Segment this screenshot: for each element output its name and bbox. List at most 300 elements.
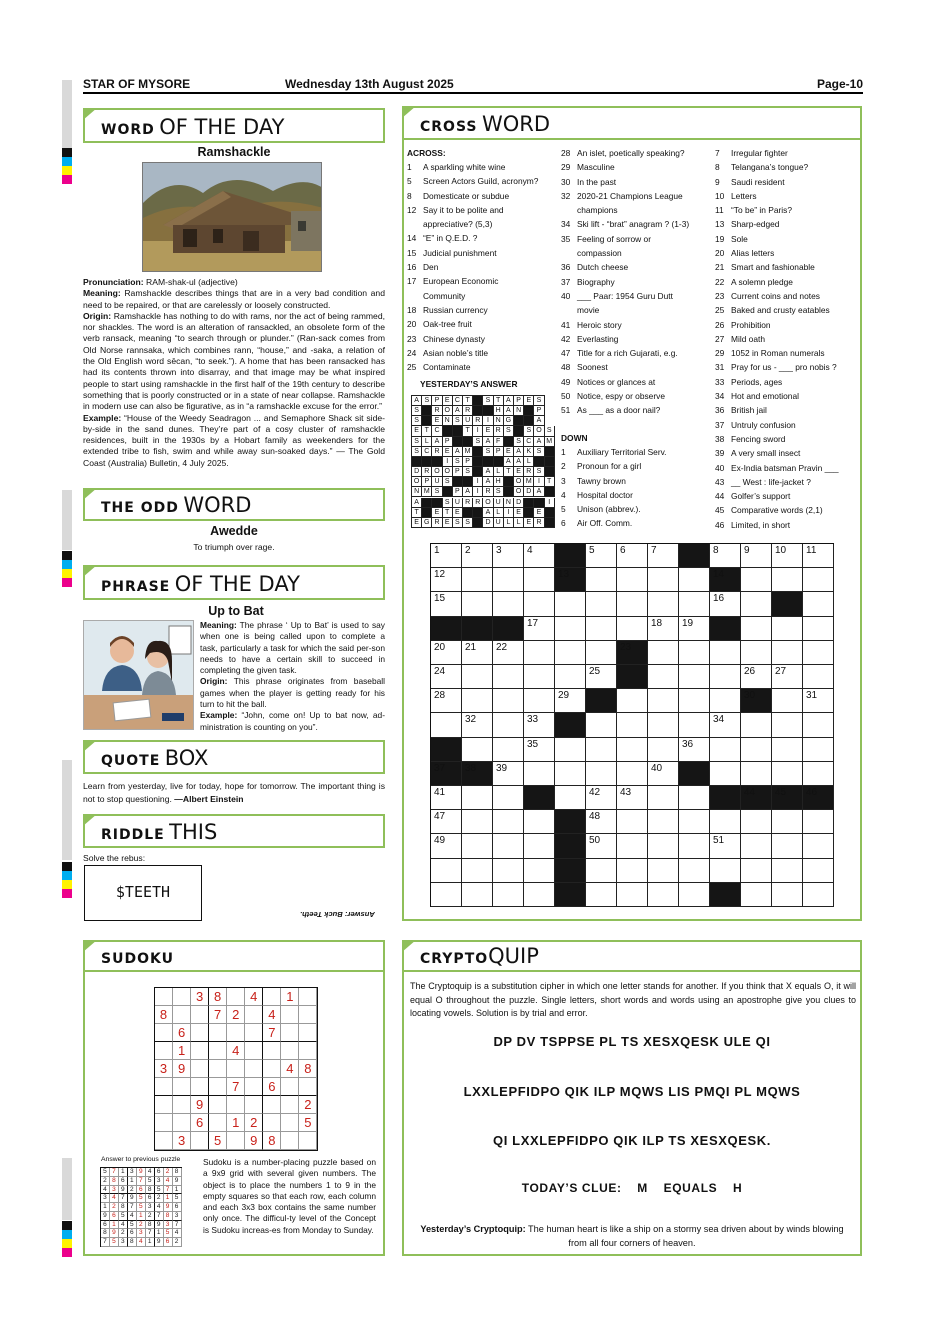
crossword-cell[interactable] bbox=[648, 665, 679, 689]
clue-number: 29 bbox=[715, 348, 725, 359]
sudoku-cell[interactable] bbox=[209, 1024, 227, 1042]
crossword-cell[interactable] bbox=[617, 883, 648, 907]
crossword-cell[interactable] bbox=[524, 689, 555, 713]
answer-letter-cell: A bbox=[483, 508, 493, 518]
crossword-cell[interactable] bbox=[524, 834, 555, 858]
crossword-cell[interactable] bbox=[431, 834, 462, 858]
crossword-cell[interactable] bbox=[524, 568, 555, 592]
sudoku-cell[interactable]: 2 bbox=[245, 1114, 263, 1132]
clue-text: Alias letters bbox=[731, 248, 775, 259]
crossword-cell[interactable] bbox=[617, 592, 648, 616]
crossword-cell[interactable] bbox=[679, 786, 710, 810]
sudoku-cell[interactable] bbox=[209, 1078, 227, 1096]
answer-letter-cell: I bbox=[483, 416, 493, 426]
meaning-text: The phrase ‘ Up to Bat’ is used to say when one is being called upon to complete a task, particularly a task for which the said per-son needs to have a certain skill to succeed in completing the given task. bbox=[200, 620, 385, 676]
crossword-cell[interactable] bbox=[679, 689, 710, 713]
crossword-cell[interactable] bbox=[586, 617, 617, 641]
sudoku-cell[interactable] bbox=[191, 1024, 209, 1042]
crossword-cell[interactable] bbox=[741, 617, 772, 641]
crossword-cell[interactable] bbox=[803, 665, 834, 689]
crossword-cell[interactable] bbox=[493, 786, 524, 810]
crossword-cell[interactable] bbox=[772, 641, 803, 665]
crossword-cell[interactable] bbox=[586, 738, 617, 762]
sudoku-cell[interactable] bbox=[245, 1006, 263, 1024]
sudoku-cell[interactable]: 1 bbox=[227, 1114, 245, 1132]
crossword-cell[interactable] bbox=[524, 641, 555, 665]
crossword-cell[interactable] bbox=[524, 883, 555, 907]
crossword-cell[interactable] bbox=[462, 738, 493, 762]
clue-text: Saudi resident bbox=[731, 176, 785, 187]
sudoku-cell[interactable] bbox=[191, 1042, 209, 1060]
crossword-cell[interactable] bbox=[710, 544, 741, 568]
sudoku-cell[interactable] bbox=[281, 1078, 299, 1096]
sudoku-cell[interactable] bbox=[299, 1006, 317, 1024]
crossword-cell[interactable] bbox=[493, 859, 524, 883]
crossword-cell[interactable] bbox=[462, 713, 493, 737]
crossword-cell[interactable] bbox=[462, 592, 493, 616]
crossword-cell[interactable] bbox=[803, 568, 834, 592]
riddle-instruction: Solve the rebus: bbox=[83, 853, 146, 863]
sudoku-cell[interactable] bbox=[173, 1096, 191, 1114]
clue-row bbox=[407, 346, 538, 360]
sudoku-cell[interactable] bbox=[299, 1078, 317, 1096]
sudoku-cell[interactable] bbox=[209, 1096, 227, 1114]
answer-letter-cell: U bbox=[494, 518, 504, 528]
crossword-cell[interactable] bbox=[462, 810, 493, 834]
crossword-cell[interactable] bbox=[803, 592, 834, 616]
crossword-cell[interactable] bbox=[462, 568, 493, 592]
crossword-black-cell bbox=[679, 762, 710, 786]
cell-number: 8 bbox=[713, 545, 719, 556]
sudoku-cell[interactable] bbox=[155, 1114, 173, 1132]
sudoku-cell[interactable]: 9 bbox=[245, 1132, 263, 1150]
crossword-cell[interactable] bbox=[648, 617, 679, 641]
crossword-cell[interactable] bbox=[493, 665, 524, 689]
sudoku-cell[interactable]: 4 bbox=[281, 1060, 299, 1078]
crossword-cell[interactable] bbox=[431, 859, 462, 883]
sudoku-cell[interactable] bbox=[299, 988, 317, 1006]
sudoku-cell[interactable] bbox=[227, 988, 245, 1006]
sudoku-cell[interactable]: 6 bbox=[173, 1024, 191, 1042]
sudoku-cell[interactable]: 1 bbox=[173, 1042, 191, 1060]
crossword-cell[interactable] bbox=[710, 689, 741, 713]
crossword-cell[interactable] bbox=[586, 568, 617, 592]
crossword-cell[interactable] bbox=[679, 883, 710, 907]
sudoku-cell[interactable] bbox=[209, 1114, 227, 1132]
sudoku-cell[interactable] bbox=[245, 1042, 263, 1060]
sudoku-cell[interactable]: 8 bbox=[299, 1060, 317, 1078]
crossword-cell[interactable] bbox=[803, 859, 834, 883]
crossword-cell[interactable] bbox=[524, 617, 555, 641]
answer-letter-cell: U bbox=[463, 416, 473, 426]
sudoku-cell[interactable]: 2 bbox=[299, 1096, 317, 1114]
sudoku-cell[interactable] bbox=[155, 1096, 173, 1114]
crossword-cell[interactable] bbox=[555, 641, 586, 665]
crossword-cell[interactable] bbox=[679, 617, 710, 641]
crossword-cell[interactable] bbox=[772, 617, 803, 641]
crossword-cell[interactable] bbox=[617, 617, 648, 641]
crossword-cell[interactable] bbox=[617, 713, 648, 737]
crossword-cell[interactable] bbox=[648, 713, 679, 737]
answer-letter-cell: I bbox=[473, 487, 483, 497]
sudoku-cell[interactable]: 5 bbox=[209, 1132, 227, 1150]
sudoku-cell[interactable] bbox=[299, 1024, 317, 1042]
sudoku-cell[interactable]: 8 bbox=[209, 988, 227, 1006]
sudoku-cell[interactable]: 9 bbox=[173, 1060, 191, 1078]
crossword-cell[interactable] bbox=[431, 883, 462, 907]
crossword-cell[interactable] bbox=[679, 665, 710, 689]
crossword-cell[interactable] bbox=[493, 834, 524, 858]
sudoku-cell[interactable]: 7 bbox=[209, 1006, 227, 1024]
sudoku-cell[interactable] bbox=[245, 1096, 263, 1114]
clue-number: 40 bbox=[715, 462, 725, 473]
crossword-cell[interactable] bbox=[679, 738, 710, 762]
crossword-cell[interactable] bbox=[803, 810, 834, 834]
crossword-black-cell bbox=[772, 592, 803, 616]
clue-text: “E” in Q.E.D. ? bbox=[423, 233, 478, 244]
crossword-cell[interactable] bbox=[679, 859, 710, 883]
crossword-cell[interactable] bbox=[803, 641, 834, 665]
phrase-text bbox=[200, 620, 385, 733]
crossword-cell[interactable] bbox=[555, 592, 586, 616]
crossword-cell[interactable] bbox=[617, 834, 648, 858]
crossword-cell[interactable] bbox=[586, 762, 617, 786]
crossword-cell[interactable] bbox=[803, 617, 834, 641]
answer-letter-cell: P bbox=[443, 437, 453, 447]
crossword-cell[interactable] bbox=[586, 665, 617, 689]
crossword-cell[interactable] bbox=[431, 665, 462, 689]
clue-number: 31 bbox=[715, 362, 725, 373]
crossword-cell[interactable] bbox=[617, 762, 648, 786]
sudoku-cell[interactable]: 5 bbox=[299, 1114, 317, 1132]
crossword-cell[interactable] bbox=[710, 859, 741, 883]
crossword-cell[interactable] bbox=[741, 810, 772, 834]
answer-black-cell bbox=[453, 477, 463, 487]
crossword-cell[interactable] bbox=[617, 738, 648, 762]
crossword-cell[interactable] bbox=[524, 810, 555, 834]
crossword-cell[interactable] bbox=[803, 544, 834, 568]
crossword-cell[interactable] bbox=[462, 641, 493, 665]
crossword-cell[interactable] bbox=[586, 834, 617, 858]
answer-letter-cell: S bbox=[453, 457, 463, 467]
sudoku-cell[interactable] bbox=[155, 1132, 173, 1150]
crossword-cell[interactable] bbox=[803, 689, 834, 713]
crossword-cell[interactable] bbox=[586, 544, 617, 568]
crossword-cell[interactable] bbox=[648, 544, 679, 568]
crossword-cell[interactable] bbox=[586, 592, 617, 616]
crossword-cell[interactable] bbox=[741, 859, 772, 883]
answer-letter-cell: S bbox=[545, 426, 555, 436]
clue-text: Mild oath bbox=[731, 333, 765, 344]
origin-label: Origin: bbox=[83, 310, 112, 321]
crossword-cell[interactable] bbox=[710, 762, 741, 786]
crossword-cell[interactable] bbox=[772, 568, 803, 592]
clue-row bbox=[407, 317, 538, 331]
crossword-cell[interactable] bbox=[462, 544, 493, 568]
sudoku-cell[interactable] bbox=[263, 988, 281, 1006]
crossword-cell[interactable] bbox=[431, 568, 462, 592]
crossword-cell[interactable] bbox=[493, 738, 524, 762]
crossword-cell[interactable] bbox=[462, 665, 493, 689]
crossword-cell[interactable] bbox=[555, 617, 586, 641]
crossword-cell[interactable] bbox=[772, 713, 803, 737]
crossword-cell[interactable] bbox=[741, 568, 772, 592]
sudoku-cell[interactable]: 9 bbox=[191, 1096, 209, 1114]
crossword-cell[interactable] bbox=[741, 762, 772, 786]
crossword-cell[interactable] bbox=[679, 641, 710, 665]
green-flag-corner bbox=[402, 106, 416, 118]
previous-answer-cell: 4 bbox=[146, 1168, 155, 1177]
crossword-cell[interactable] bbox=[710, 713, 741, 737]
crossword-cell[interactable] bbox=[741, 544, 772, 568]
crossword-cell[interactable] bbox=[803, 738, 834, 762]
crossword-cell[interactable] bbox=[617, 544, 648, 568]
sudoku-cell[interactable] bbox=[299, 1132, 317, 1150]
crossword-cell[interactable] bbox=[524, 738, 555, 762]
crossword-cell[interactable] bbox=[586, 641, 617, 665]
crossword-cell[interactable] bbox=[431, 544, 462, 568]
previous-answer-cell: 7 bbox=[128, 1203, 137, 1212]
crossword-cell[interactable] bbox=[772, 883, 803, 907]
answer-letter-cell: R bbox=[432, 406, 442, 416]
crossword-cell[interactable] bbox=[617, 689, 648, 713]
sudoku-cell[interactable] bbox=[227, 1060, 245, 1078]
crossword-cell[interactable] bbox=[493, 689, 524, 713]
crossword-cell[interactable] bbox=[741, 834, 772, 858]
sudoku-cell[interactable]: 6 bbox=[191, 1114, 209, 1132]
crossword-cell[interactable] bbox=[493, 568, 524, 592]
crossword-cell[interactable] bbox=[710, 641, 741, 665]
crossword-cell[interactable] bbox=[431, 713, 462, 737]
crossword-cell[interactable] bbox=[741, 883, 772, 907]
crossword-cell[interactable] bbox=[772, 689, 803, 713]
crossword-cell[interactable] bbox=[586, 810, 617, 834]
previous-answer-cell: 3 bbox=[119, 1238, 128, 1247]
crossword-cell[interactable] bbox=[772, 834, 803, 858]
previous-answer-cell: 6 bbox=[137, 1186, 146, 1195]
crossword-cell[interactable] bbox=[679, 592, 710, 616]
sudoku-cell[interactable]: 8 bbox=[263, 1132, 281, 1150]
previous-answer-cell: 3 bbox=[164, 1221, 173, 1230]
crossword-cell[interactable] bbox=[710, 810, 741, 834]
crossword-cell[interactable] bbox=[772, 810, 803, 834]
sudoku-cell[interactable] bbox=[263, 1114, 281, 1132]
crossword-cell[interactable] bbox=[493, 762, 524, 786]
crossword-cell[interactable] bbox=[462, 883, 493, 907]
crossword-cell[interactable] bbox=[617, 786, 648, 810]
sudoku-cell[interactable]: 6 bbox=[263, 1078, 281, 1096]
sudoku-cell[interactable] bbox=[173, 1078, 191, 1096]
crossword-cell[interactable] bbox=[772, 762, 803, 786]
crossword-cell[interactable] bbox=[803, 762, 834, 786]
crossword-cell[interactable] bbox=[555, 689, 586, 713]
crossword-cell[interactable] bbox=[524, 762, 555, 786]
crossword-cell[interactable] bbox=[617, 568, 648, 592]
answer-letter-cell: G bbox=[422, 518, 432, 528]
crossword-cell[interactable] bbox=[648, 568, 679, 592]
crossword-cell[interactable] bbox=[710, 665, 741, 689]
crossword-cell[interactable] bbox=[586, 883, 617, 907]
sudoku-cell[interactable]: 7 bbox=[227, 1078, 245, 1096]
crossword-cell[interactable] bbox=[772, 665, 803, 689]
sudoku-cell[interactable] bbox=[263, 1060, 281, 1078]
sudoku-cell[interactable] bbox=[209, 1060, 227, 1078]
sudoku-cell[interactable]: 4 bbox=[263, 1006, 281, 1024]
crossword-cell[interactable] bbox=[710, 592, 741, 616]
sudoku-cell[interactable]: 2 bbox=[227, 1006, 245, 1024]
sudoku-cell[interactable] bbox=[299, 1042, 317, 1060]
crossword-cell[interactable] bbox=[524, 713, 555, 737]
sudoku-cell[interactable] bbox=[191, 1006, 209, 1024]
crossword-cell[interactable] bbox=[648, 762, 679, 786]
crossword-cell[interactable] bbox=[803, 834, 834, 858]
crossword-cell[interactable] bbox=[524, 592, 555, 616]
crossword-cell[interactable] bbox=[431, 641, 462, 665]
sudoku-cell[interactable] bbox=[155, 1024, 173, 1042]
crossword-cell[interactable] bbox=[803, 713, 834, 737]
previous-answer-cell: 9 bbox=[173, 1177, 182, 1186]
crossword-cell[interactable] bbox=[493, 810, 524, 834]
crossword-cell[interactable] bbox=[493, 713, 524, 737]
sudoku-cell[interactable] bbox=[245, 1078, 263, 1096]
crossword-cell[interactable] bbox=[741, 738, 772, 762]
crossword-cell[interactable] bbox=[648, 738, 679, 762]
crossword-cell[interactable] bbox=[741, 641, 772, 665]
sudoku-cell[interactable]: 7 bbox=[263, 1024, 281, 1042]
sudoku-cell[interactable] bbox=[281, 1114, 299, 1132]
crossword-cell[interactable] bbox=[586, 713, 617, 737]
sudoku-cell[interactable]: 3 bbox=[173, 1132, 191, 1150]
crossword-cell[interactable] bbox=[648, 786, 679, 810]
crossword-cell[interactable] bbox=[431, 810, 462, 834]
sudoku-cell[interactable] bbox=[245, 1060, 263, 1078]
crossword-cell[interactable] bbox=[555, 762, 586, 786]
crossword-cell[interactable] bbox=[710, 738, 741, 762]
crossword-cell[interactable] bbox=[493, 544, 524, 568]
sudoku-cell[interactable] bbox=[281, 1096, 299, 1114]
crossword-cell[interactable] bbox=[772, 544, 803, 568]
crossword-cell[interactable] bbox=[679, 568, 710, 592]
crossword-cell[interactable] bbox=[617, 810, 648, 834]
crossword-cell[interactable] bbox=[431, 786, 462, 810]
sudoku-cell[interactable] bbox=[227, 1132, 245, 1150]
crossword-cell[interactable] bbox=[462, 689, 493, 713]
crossword-cell[interactable] bbox=[524, 665, 555, 689]
crossword-cell[interactable] bbox=[648, 689, 679, 713]
sudoku-cell[interactable] bbox=[263, 1042, 281, 1060]
crossword-cell[interactable] bbox=[648, 834, 679, 858]
sudoku-cell[interactable] bbox=[227, 1096, 245, 1114]
crossword-cell[interactable] bbox=[648, 859, 679, 883]
crossword-cell[interactable] bbox=[648, 810, 679, 834]
crossword-cell[interactable] bbox=[772, 859, 803, 883]
crossword-cell[interactable] bbox=[679, 713, 710, 737]
answer-letter-cell: T bbox=[443, 508, 453, 518]
sudoku-cell[interactable]: 4 bbox=[227, 1042, 245, 1060]
crossword-cell[interactable] bbox=[648, 592, 679, 616]
crossword-cell[interactable] bbox=[555, 786, 586, 810]
sudoku-cell[interactable] bbox=[155, 1042, 173, 1060]
clue-text: Den bbox=[423, 262, 439, 273]
cell-number: 35 bbox=[527, 738, 539, 750]
crossword-cell[interactable] bbox=[648, 641, 679, 665]
crossword-cell[interactable] bbox=[741, 592, 772, 616]
sudoku-cell[interactable] bbox=[281, 1042, 299, 1060]
crossword-cell[interactable] bbox=[462, 859, 493, 883]
clue-number: 9 bbox=[715, 176, 720, 187]
crossword-cell[interactable] bbox=[617, 859, 648, 883]
cell-number: 1 bbox=[434, 545, 440, 556]
clue-row bbox=[407, 289, 538, 303]
crossword-cell[interactable] bbox=[772, 738, 803, 762]
answer-letter-cell: S bbox=[412, 447, 422, 457]
crossword-cell[interactable] bbox=[648, 883, 679, 907]
sudoku-cell[interactable] bbox=[227, 1024, 245, 1042]
sudoku-cell[interactable]: 1 bbox=[281, 988, 299, 1006]
crossword-cell[interactable] bbox=[524, 544, 555, 568]
crossword-cell[interactable] bbox=[741, 665, 772, 689]
sudoku-cell[interactable] bbox=[191, 1078, 209, 1096]
cell-number: 38 bbox=[465, 762, 477, 774]
clue-text: Ski lift - “brat” anagram ? (1-3) bbox=[577, 219, 690, 230]
crossword-cell[interactable] bbox=[493, 883, 524, 907]
crossword-cell[interactable] bbox=[679, 810, 710, 834]
sudoku-cell[interactable] bbox=[173, 1006, 191, 1024]
sudoku-cell[interactable] bbox=[173, 988, 191, 1006]
sudoku-cell[interactable] bbox=[209, 1042, 227, 1060]
sudoku-cell[interactable]: 4 bbox=[245, 988, 263, 1006]
crossword-cell[interactable] bbox=[803, 883, 834, 907]
answer-letter-cell: U bbox=[432, 477, 442, 487]
answer-letter-cell: E bbox=[514, 508, 524, 518]
crossword-cell[interactable] bbox=[741, 713, 772, 737]
sudoku-cell[interactable] bbox=[191, 1060, 209, 1078]
sudoku-cell[interactable]: 8 bbox=[155, 1006, 173, 1024]
crossword-cell[interactable] bbox=[586, 786, 617, 810]
cell-number: 34 bbox=[713, 714, 725, 726]
crossword-cell[interactable] bbox=[493, 641, 524, 665]
crossword-cell[interactable] bbox=[555, 665, 586, 689]
sudoku-cell[interactable] bbox=[155, 1078, 173, 1096]
crossword-cell[interactable] bbox=[431, 689, 462, 713]
sudoku-cell[interactable] bbox=[281, 1132, 299, 1150]
sudoku-cell[interactable] bbox=[281, 1006, 299, 1024]
crossword-cell[interactable] bbox=[679, 834, 710, 858]
sudoku-cell[interactable]: 3 bbox=[191, 988, 209, 1006]
sudoku-cell[interactable] bbox=[281, 1024, 299, 1042]
crossword-cell[interactable] bbox=[493, 592, 524, 616]
crossword-cell[interactable] bbox=[431, 592, 462, 616]
crossword-cell[interactable] bbox=[555, 738, 586, 762]
crossword-cell[interactable] bbox=[586, 859, 617, 883]
crossword-cell[interactable] bbox=[524, 859, 555, 883]
sudoku-cell[interactable] bbox=[173, 1114, 191, 1132]
cell-number: 5 bbox=[589, 545, 595, 556]
sudoku-cell[interactable]: 3 bbox=[155, 1060, 173, 1078]
cell-number: 7 bbox=[651, 545, 657, 556]
answer-letter-cell: T bbox=[412, 508, 422, 518]
sudoku-cell[interactable] bbox=[245, 1024, 263, 1042]
clue-row bbox=[561, 175, 689, 189]
sudoku-cell[interactable] bbox=[155, 988, 173, 1006]
answer-letter-cell: R bbox=[463, 498, 473, 508]
crossword-cell[interactable] bbox=[462, 786, 493, 810]
sudoku-cell[interactable] bbox=[191, 1132, 209, 1150]
crossword-cell[interactable] bbox=[710, 834, 741, 858]
registration-marks bbox=[62, 1221, 72, 1257]
sudoku-cell[interactable] bbox=[263, 1096, 281, 1114]
crossword-cell[interactable] bbox=[462, 834, 493, 858]
